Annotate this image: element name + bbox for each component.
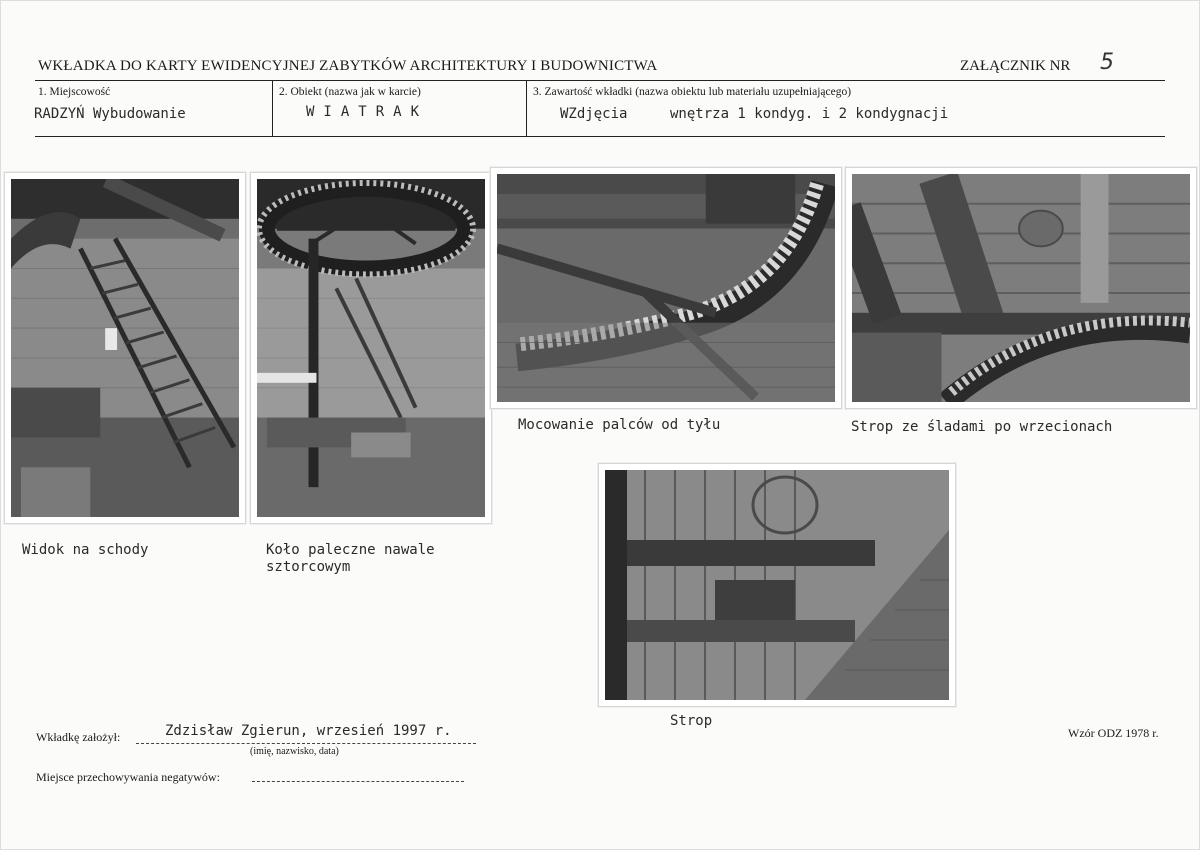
form-title: WKŁADKA DO KARTY EWIDENCYJNEJ ZABYTKÓW ARCHITEKTURY I BUDOWNICTWA [38, 58, 658, 74]
created-by-hint: (imię, nazwisko, data) [250, 746, 339, 757]
caption-stairs: Widok na schody [22, 542, 149, 558]
template-note: Wzór ODZ 1978 r. [1068, 726, 1159, 740]
annex-label: ZAŁĄCZNIK NR [960, 58, 1071, 74]
photo-ceiling-image [605, 470, 949, 700]
photo-peg-fixing-image [497, 174, 835, 402]
created-by-value: Zdzisław Zgierun, wrzesień 1997 r. [165, 723, 452, 739]
annex-number: 5 [1100, 50, 1114, 75]
photo-stairs [4, 172, 246, 524]
photo-peg-fixing [490, 167, 842, 409]
photo-gear-wheel [250, 172, 492, 524]
contents-value-prefix: WZdjęcia [560, 106, 628, 122]
place-label: 1. Miejscowość [38, 86, 111, 98]
negatives-label: Miejsce przechowywania negatywów: [36, 770, 220, 784]
caption-ceiling: Strop [670, 713, 713, 729]
field-divider-1 [272, 80, 273, 137]
created-by-line [136, 743, 476, 744]
photo-ceiling-traces [845, 167, 1197, 409]
object-value: WIATRAK [306, 104, 429, 120]
negatives-line [252, 781, 464, 782]
contents-label: 3. Zawartość wkładki (nazwa obiektu lub materiału uzupełniającego) [533, 86, 852, 98]
photo-stairs-image [11, 179, 239, 517]
header-rule-bottom [35, 136, 1165, 137]
object-label: 2. Obiekt (nazwa jak w karcie) [279, 86, 421, 98]
field-divider-2 [526, 80, 527, 137]
photo-gear-wheel-image [257, 179, 485, 517]
caption-gear-wheel: Koło paleczne nawale sztorcowym [266, 542, 435, 575]
created-by-label: Wkładkę założył: [36, 730, 121, 744]
caption-peg-fixing: Mocowanie palców od tyłu [518, 417, 721, 433]
place-value: RADZYŃ Wybudowanie [34, 106, 186, 122]
header-rule-top [35, 80, 1165, 81]
caption-ceiling-traces: Strop ze śladami po wrzecionach [851, 419, 1113, 435]
photo-ceiling-traces-image [852, 174, 1190, 402]
photo-ceiling [598, 463, 956, 707]
contents-value: wnętrza 1 kondyg. i 2 kondygnacji [670, 106, 949, 122]
